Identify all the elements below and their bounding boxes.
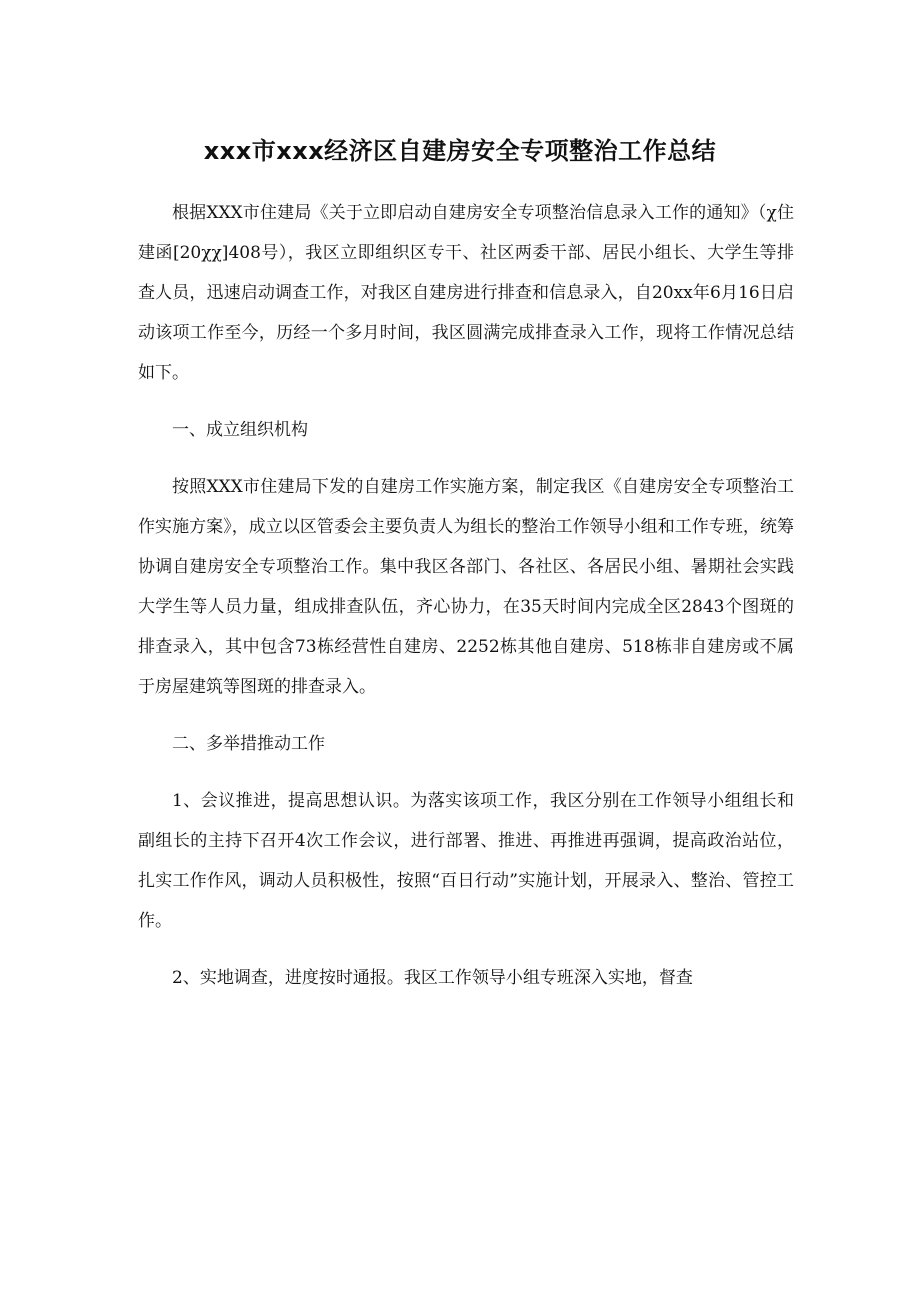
section-1-paragraph: 按照XXX市住建局下发的自建房工作实施方案，制定我区《自建房安全专项整治工作实施方案》，成立以区管委会主要负责人为组长的整治工作领导小组和工作专班，统筹协调自建房安全专项整治工作。集中我区各部门、各社区、各居民小组、暑期社会实践大学生等人员力量，组成排查队伍，齐心协力，在35天时间内完成全区2843个图斑的排查录入，其中包含73栋经营性自建房、2252栋其他自建房、518栋非自建房或不属于房屋建筑等图斑的排查录入。: [138, 477, 794, 697]
section-2-item-2: 2、实地调查，进度按时通报。我区工作领导小组专班深入实地，督查: [172, 968, 693, 988]
intro-paragraph: 根据XXX市住建局《关于立即启动自建房安全专项整治信息录入工作的通知》（χ住建函[20χχ]408号），我区立即组织区专干、社区两委干部、居民小组长、大学生等排查人员，迅速启动调查工作，对我区自建房进行排查和信息录入，自20xx年6月16日启动该项工作至今，历经一个多月时间，我区圆满完成排查录入工作，现将工作情况总结如下。: [138, 203, 794, 383]
document-title: xxx市xxx经济区自建房安全专项整治工作总结: [203, 137, 717, 165]
section-heading-2: 二、多举措推动工作: [172, 734, 325, 754]
section-heading-1: 一、成立组织机构: [172, 420, 308, 440]
section-2-item-1: 1、会议推进，提高思想认识。为落实该项工作，我区分别在工作领导小组组长和副组长的主持下召开4次工作会议，进行部署、推进、再推进再强调，提高政治站位，扎实工作作风，调动人员积极性，按照“百日行动”实施计划，开展录入、整治、管控工作。: [138, 791, 794, 931]
document-body: [138, 193, 794, 1015]
